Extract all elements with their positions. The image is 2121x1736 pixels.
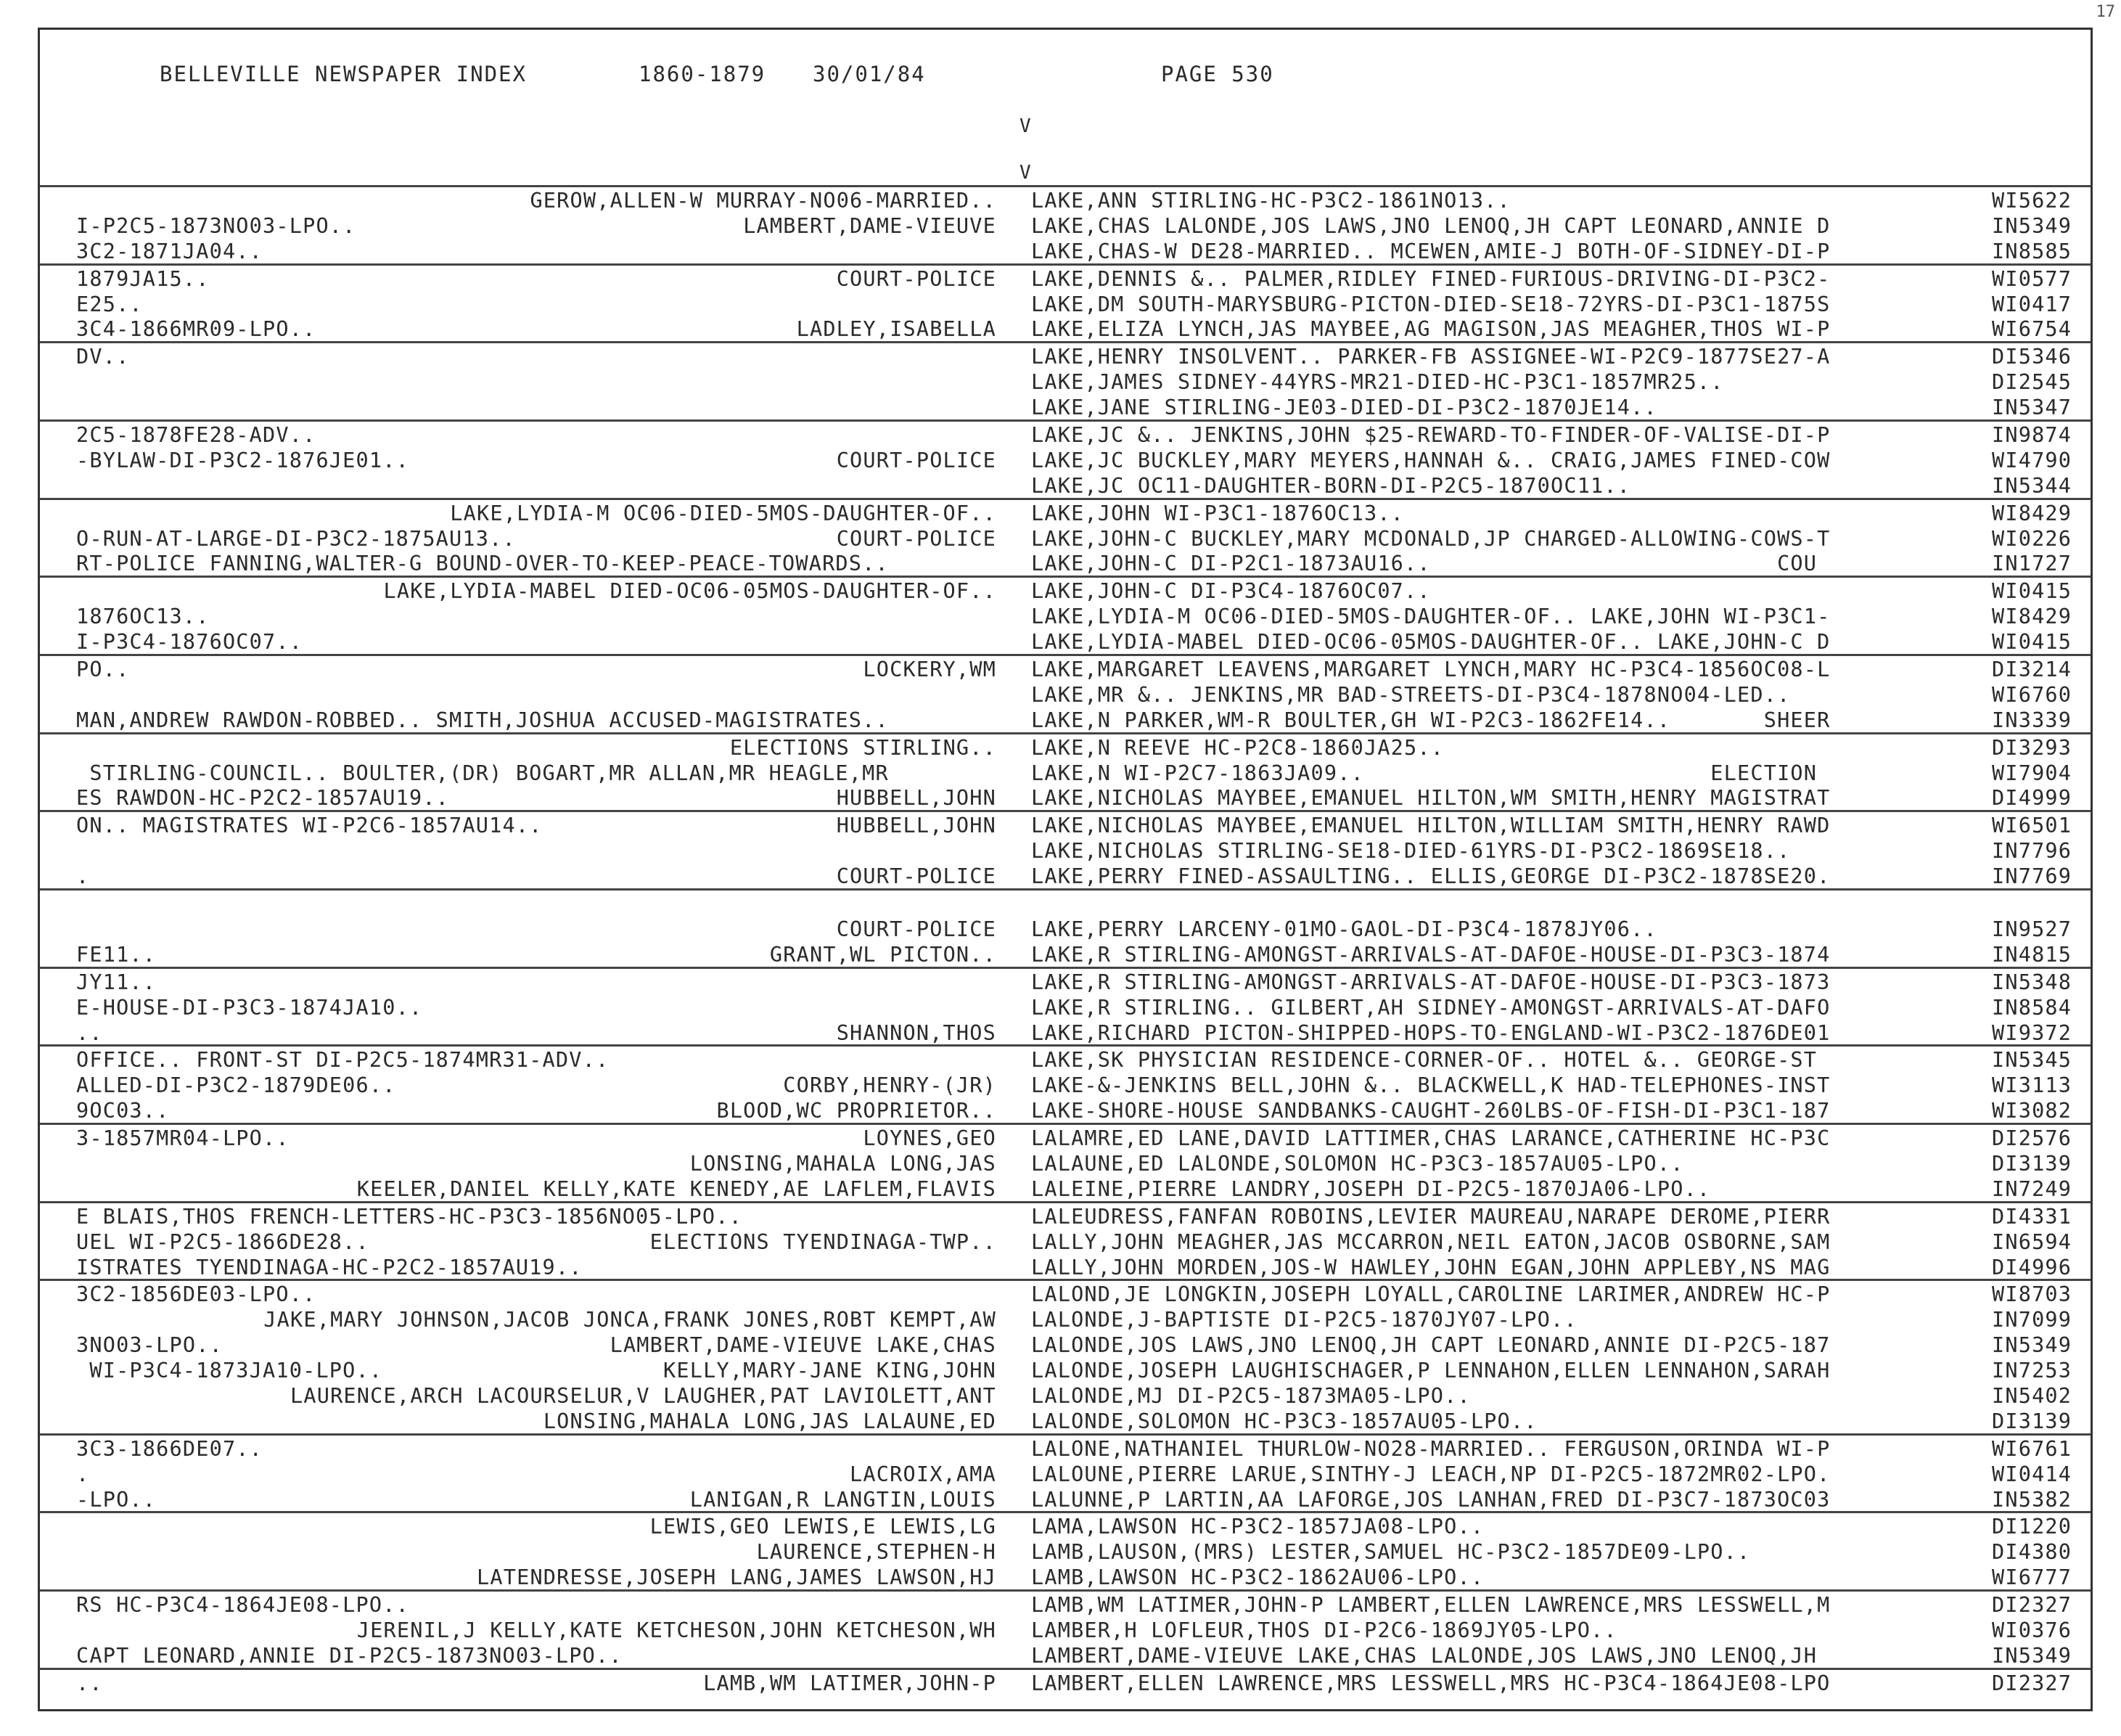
index-row (40, 707, 2091, 732)
row-cross-reference: LEWIS,GEO LEWIS,E LEWIS,LG (649, 1515, 996, 1539)
row-cross-reference: JERENIL,J KELLY,KATE KETCHESON,JOHN KETCHESON,WH (356, 1618, 996, 1642)
row-citation-code: WI6777 (1992, 1565, 2072, 1590)
row-cross-reference: LAMBERT,DAME-VIEUVE LAKE,CHAS (610, 1333, 996, 1358)
row-citation-code: DI4380 (1992, 1540, 2072, 1565)
index-row (40, 941, 2091, 967)
index-page (38, 28, 2093, 1711)
row-cross-reference: LACROIX,AMA (850, 1462, 996, 1486)
row-citation-code: IN5344 (1992, 473, 2072, 498)
column-marker-top: V (1020, 115, 1031, 137)
row-cross-reference: LAURENCE,STEPHEN-H (756, 1540, 996, 1565)
index-row (40, 394, 2091, 419)
index-row (40, 1229, 2091, 1254)
row-left-fragment: E-HOUSE-DI-P3C3-1874JA10.. (76, 995, 423, 1020)
row-left-fragment: -BYLAW-DI-P3C2-1876JE01.. (76, 448, 409, 472)
row-citation-code: DI4999 (1992, 786, 2072, 811)
index-row (40, 419, 2091, 447)
index-row (40, 1486, 2091, 1512)
row-main-entry: LAKE,N WI-P2C7-1863JA09.. ELECTION (1031, 761, 1818, 785)
row-left-fragment: . (76, 1462, 90, 1486)
row-left-fragment: RS HC-P3C4-1864JE08-LPO.. (76, 1593, 409, 1618)
index-row (40, 1254, 2091, 1280)
index-row (40, 472, 2091, 498)
row-left-fragment: .. (76, 1671, 103, 1695)
index-row (40, 1668, 2091, 1695)
row-main-entry: LALEUDRESS,FANFAN ROBOINS,LEVIER MAUREAU,NARAPE DEROME,PIERR (1031, 1204, 1831, 1229)
row-citation-code: WI3113 (1992, 1073, 2072, 1098)
row-main-entry: LALAUNE,ED LALONDE,SOLOMON HC-P3C3-1857AU05-LPO.. (1031, 1151, 1684, 1176)
row-cross-reference: ELECTIONS TYENDINAGA-TWP.. (649, 1229, 996, 1254)
row-cross-reference: COURT-POLICE (836, 448, 996, 472)
row-left-fragment: -LPO.. (76, 1487, 157, 1512)
row-main-entry: LAKE,DENNIS &.. PALMER,RIDLEY FINED-FURIOUS-DRIVING-DI-P3C2- (1031, 266, 1831, 291)
row-cross-reference: LONSING,MAHALA LONG,JAS LALAUNE,ED (543, 1409, 996, 1433)
row-main-entry: LALONDE,JOSEPH LAUGHISCHAGER,P LENNAHON,ELLEN LENNAHON,SARAH (1031, 1359, 1831, 1383)
row-left-fragment: 3C3-1866DE07.. (76, 1436, 263, 1461)
row-cross-reference: LATENDRESSE,JOSEPH LANG,JAMES LAWSON,HJ (477, 1565, 996, 1590)
row-main-entry: LALUNNE,P LARTIN,AA LAFORGE,JOS LANHAN,FRED DI-P3C7-1873OC03 (1031, 1487, 1831, 1512)
row-citation-code: IN7249 (1992, 1176, 2072, 1201)
index-row (40, 1072, 2091, 1097)
row-citation-code: WI8429 (1992, 605, 2072, 629)
row-citation-code: WI0415 (1992, 579, 2072, 604)
index-row (40, 185, 2091, 213)
row-citation-code: DI2576 (1992, 1126, 2072, 1151)
row-main-entry: LAKE,JOHN-C DI-P2C1-1873AU16.. COU (1031, 552, 1818, 576)
row-left-fragment: 3-1857MR04-LPO.. (76, 1126, 290, 1151)
row-left-fragment: 2C5-1878FE28-ADV.. (76, 423, 316, 448)
row-citation-code: WI7904 (1992, 761, 2072, 785)
row-main-entry: LAKE,N PARKER,WM-R BOULTER,GH WI-P2C3-1862FE14.. SHEER (1031, 708, 1831, 732)
row-left-fragment: E25.. (76, 292, 143, 316)
row-cross-reference: ELECTIONS STIRLING.. (729, 735, 996, 760)
row-left-fragment: STIRLING-COUNCIL.. BOULTER,(DR) BOGART,MR ALLAN,MR HEAGLE,MR (76, 761, 889, 785)
row-citation-code: IN3339 (1992, 708, 2072, 732)
row-citation-code: WI6761 (1992, 1436, 2072, 1461)
row-main-entry: LAKE,CHAS LALONDE,JOS LAWS,JNO LENOQ,JH CAPT LEONARD,ANNIE D (1031, 213, 1831, 238)
row-left-fragment: PO.. (76, 658, 130, 682)
row-main-entry: LAKE,MR &.. JENKINS,MR BAD-STREETS-DI-P3C4-1878NO04-LED.. (1031, 682, 1791, 707)
row-main-entry: LALLY,JOHN MORDEN,JOS-W HAWLEY,JOHN EGAN,JOHN APPLEBY,NS MAG (1031, 1255, 1831, 1280)
index-row (40, 341, 2091, 369)
column-marker-bottom: V (1020, 162, 1031, 184)
index-row (40, 1020, 2091, 1045)
row-left-fragment: 3C2-1871JA04.. (76, 239, 263, 263)
row-citation-code: WI0417 (1992, 292, 2072, 316)
row-citation-code: DI5346 (1992, 345, 2072, 369)
index-row (40, 603, 2091, 629)
page-number: PAGE 530 (1161, 62, 1274, 86)
row-citation-code: DI4996 (1992, 1255, 2072, 1280)
row-left-fragment: UEL WI-P2C5-1866DE28.. (76, 1229, 369, 1254)
index-row (40, 213, 2091, 238)
index-row (40, 863, 2091, 888)
row-main-entry: LAKE,LYDIA-MABEL DIED-OC06-05MOS-DAUGHTER-OF.. LAKE,JOHN-C D (1031, 630, 1831, 655)
row-cross-reference: LAKE,LYDIA-MABEL DIED-OC06-05MOS-DAUGHTER-OF.. (383, 579, 996, 604)
index-row (40, 838, 2091, 863)
row-main-entry: LAKE,JOHN-C DI-P3C4-1876OC07.. (1031, 579, 1431, 604)
row-cross-reference: SHANNON,THOS (836, 1020, 996, 1045)
row-main-entry: LAKE,N REEVE HC-P2C8-1860JA25.. (1031, 735, 1445, 760)
row-left-fragment: MAN,ANDREW RAWDON-ROBBED.. SMITH,JOSHUA ACCUSED-MAGISTRATES.. (76, 708, 889, 732)
row-citation-code: WI9372 (1992, 1020, 2072, 1045)
row-cross-reference: LAURENCE,ARCH LACOURSELUR,V LAUGHER,PAT LAVIOLETT,ANT (290, 1383, 996, 1408)
row-citation-code: IN5347 (1992, 396, 2072, 420)
row-citation-code: WI8429 (1992, 501, 2072, 525)
index-row (40, 629, 2091, 654)
row-left-fragment: RT-POLICE FANNING,WALTER-G BOUND-OVER-TO-KEEP-PEACE-TOWARDS.. (76, 552, 889, 576)
index-row (40, 681, 2091, 707)
row-main-entry: LAKE,R STIRLING.. GILBERT,AH SIDNEY-AMONGST-ARRIVALS-AT-DAFO (1031, 995, 1831, 1020)
row-citation-code: IN5382 (1992, 1487, 2072, 1512)
row-main-entry: LAKE,LYDIA-M OC06-DIED-5MOS-DAUGHTER-OF.. LAKE,JOHN WI-P3C1- (1031, 605, 1831, 629)
row-main-entry: LAKE,HENRY INSOLVENT.. PARKER-FB ASSIGNEE-WI-P2C9-1877SE27-A (1031, 345, 1831, 369)
row-main-entry: LALAMRE,ED LANE,DAVID LATTIMER,CHAS LARANCE,CATHERINE HC-P3C (1031, 1126, 1831, 1151)
index-row (40, 1461, 2091, 1486)
row-citation-code: IN7099 (1992, 1308, 2072, 1332)
row-citation-code: WI6501 (1992, 814, 2072, 838)
index-row (40, 1642, 2091, 1668)
index-row (40, 1201, 2091, 1229)
row-main-entry: LAKE,R STIRLING-AMONGST-ARRIVALS-AT-DAFOE-HOUSE-DI-P3C3-1874 (1031, 942, 1831, 967)
row-cross-reference: KEELER,DANIEL KELLY,KATE KENEDY,AE LAFLEM,FLAVIS (356, 1176, 996, 1201)
print-date: 30/01/84 (813, 62, 926, 86)
row-citation-code: WI3082 (1992, 1099, 2072, 1123)
row-main-entry: LAKE-&-JENKINS BELL,JOHN &.. BLACKWELL,K HAD-TELEPHONES-INST (1031, 1073, 1831, 1098)
row-left-fragment: OFFICE.. FRONT-ST DI-P2C5-1874MR31-ADV.. (76, 1048, 610, 1073)
row-cross-reference: JAKE,MARY JOHNSON,JACOB JONCA,FRANK JONES,ROBT KEMPT,AW (263, 1308, 996, 1332)
row-citation-code: IN5348 (1992, 970, 2072, 994)
row-citation-code: IN7253 (1992, 1359, 2072, 1383)
row-cross-reference: LAKE,LYDIA-M OC06-DIED-5MOS-DAUGHTER-OF.. (450, 501, 996, 525)
row-left-fragment: ON.. MAGISTRATES WI-P2C6-1857AU14.. (76, 814, 543, 838)
row-main-entry: LALONDE,MJ DI-P2C5-1873MA05-LPO.. (1031, 1383, 1471, 1408)
row-left-fragment: O-RUN-AT-LARGE-DI-P3C2-1875AU13.. (76, 526, 516, 551)
index-row (40, 967, 2091, 994)
row-citation-code: IN8585 (1992, 239, 2072, 263)
index-row (40, 291, 2091, 316)
row-main-entry: LAKE,JC BUCKLEY,MARY MEYERS,HANNAH &.. CRAIG,JAMES FINED-COW (1031, 448, 1831, 472)
row-left-fragment: FE11.. (76, 942, 157, 967)
index-row (40, 316, 2091, 341)
row-citation-code: IN5349 (1992, 213, 2072, 238)
year-range: 1860-1879 (639, 62, 766, 86)
row-cross-reference: LAMB,WM LATIMER,JOHN-P (703, 1671, 996, 1695)
row-cross-reference: KELLY,MARY-JANE KING,JOHN (663, 1359, 996, 1383)
row-cross-reference: BLOOD,WC PROPRIETOR.. (716, 1099, 996, 1123)
row-left-fragment: I-P3C4-1876OC07.. (76, 630, 303, 655)
row-main-entry: LAKE,SK PHYSICIAN RESIDENCE-CORNER-OF.. HOTEL &.. GEORGE-ST (1031, 1048, 1818, 1073)
row-citation-code: DI3139 (1992, 1151, 2072, 1176)
index-row (40, 785, 2091, 810)
row-citation-code: DI2327 (1992, 1671, 2072, 1695)
row-main-entry: LALLY,JOHN MEAGHER,JAS MCCARRON,NEIL EATON,JACOB OSBORNE,SAM (1031, 1229, 1831, 1254)
row-main-entry: LALONE,NATHANIEL THURLOW-NO28-MARRIED.. FERGUSON,ORINDA WI-P (1031, 1436, 1831, 1461)
row-main-entry: LAKE,MARGARET LEAVENS,MARGARET LYNCH,MARY HC-P3C4-1856OC08-L (1031, 658, 1831, 682)
index-row (40, 1123, 2091, 1150)
index-row (40, 1279, 2091, 1306)
row-citation-code: WI6754 (1992, 317, 2072, 342)
row-left-fragment: ALLED-DI-P3C2-1879DE06.. (76, 1073, 396, 1098)
index-row (40, 550, 2091, 576)
row-citation-code: IN5349 (1992, 1643, 2072, 1668)
row-left-fragment: DV.. (76, 345, 130, 369)
row-citation-code: WI0415 (1992, 630, 2072, 655)
row-main-entry: LALOUNE,PIERRE LARUE,SINTHY-J LEACH,NP DI-P2C5-1872MR02-LPO. (1031, 1462, 1831, 1486)
row-citation-code: IN5345 (1992, 1048, 2072, 1073)
row-citation-code: DI1220 (1992, 1515, 2072, 1539)
index-title: BELLEVILLE NEWSPAPER INDEX (160, 62, 527, 86)
row-main-entry: LAKE,R STIRLING-AMONGST-ARRIVALS-AT-DAFOE-HOUSE-DI-P3C3-1873 (1031, 970, 1831, 994)
row-left-fragment: 3NO03-LPO.. (76, 1333, 223, 1358)
row-citation-code: IN7796 (1992, 839, 2072, 864)
index-row (40, 1357, 2091, 1383)
row-left-fragment: 9OC03.. (76, 1099, 170, 1123)
row-main-entry: LAMB,WM LATIMER,JOHN-P LAMBERT,ELLEN LAWRENCE,MRS LESSWELL,M (1031, 1593, 1831, 1618)
row-cross-reference: LANIGAN,R LANGTIN,LOUIS (689, 1487, 996, 1512)
row-main-entry: LAMBER,H LOFLEUR,THOS DI-P2C6-1869JY05-LPO.. (1031, 1618, 1617, 1642)
index-row (40, 1539, 2091, 1564)
index-row (40, 1044, 2091, 1072)
row-left-fragment: 1876OC13.. (76, 605, 210, 629)
row-main-entry: LAKE,DM SOUTH-MARYSBURG-PICTON-DIED-SE18-72YRS-DI-P3C1-1875S (1031, 292, 1831, 316)
row-citation-code: WI4790 (1992, 448, 2072, 472)
row-main-entry: LALONDE,SOLOMON HC-P3C3-1857AU05-LPO.. (1031, 1409, 1538, 1433)
row-citation-code: DI3293 (1992, 735, 2072, 760)
row-cross-reference: COURT-POLICE (836, 917, 996, 941)
row-left-fragment: JY11.. (76, 970, 157, 994)
index-row (40, 1511, 2091, 1539)
row-left-fragment: .. (76, 1020, 103, 1045)
row-cross-reference: LOYNES,GEO (863, 1126, 996, 1151)
row-main-entry: LAKE,PERRY LARCENY-01MO-GAOL-DI-P3C4-1878JY06.. (1031, 917, 1657, 941)
row-citation-code: IN7769 (1992, 864, 2072, 889)
row-main-entry: LAKE,CHAS-W DE28-MARRIED.. MCEWEN,AMIE-J BOTH-OF-SIDNEY-DI-P (1031, 239, 1831, 263)
row-citation-code: WI6760 (1992, 682, 2072, 707)
row-citation-code: DI3139 (1992, 1409, 2072, 1433)
index-row (40, 760, 2091, 785)
row-cross-reference: LONSING,MAHALA LONG,JAS (689, 1151, 996, 1176)
row-citation-code: WI0376 (1992, 1618, 2072, 1642)
row-citation-code: WI5622 (1992, 189, 2072, 213)
row-cross-reference: GEROW,ALLEN-W MURRAY-NO06-MARRIED.. (530, 189, 996, 213)
row-citation-code: DI2327 (1992, 1593, 2072, 1618)
row-citation-code: DI3214 (1992, 658, 2072, 682)
row-main-entry: LAKE,PERRY FINED-ASSAULTING.. ELLIS,GEORGE DI-P3C2-1878SE20. (1031, 864, 1831, 889)
row-cross-reference: COURT-POLICE (836, 864, 996, 889)
index-row (40, 1433, 2091, 1461)
row-cross-reference: LADLEY,ISABELLA (796, 317, 996, 342)
row-main-entry: LAKE,JOHN WI-P3C1-1876OC13.. (1031, 501, 1405, 525)
index-row (40, 732, 2091, 760)
row-citation-code: DI4331 (1992, 1204, 2072, 1229)
row-main-entry: LALOND,JE LONGKIN,JOSEPH LOYALL,CAROLINE LARIMER,ANDREW HC-P (1031, 1282, 1831, 1307)
row-citation-code: IN9874 (1992, 423, 2072, 448)
row-citation-code: IN6594 (1992, 1229, 2072, 1254)
row-main-entry: LAKE,JANE STIRLING-JE03-DIED-DI-P3C2-1870JE14.. (1031, 396, 1657, 420)
row-left-fragment: 3C2-1856DE03-LPO.. (76, 1282, 316, 1307)
row-main-entry: LAKE,NICHOLAS MAYBEE,EMANUEL HILTON,WILLIAM SMITH,HENRY RAWD (1031, 814, 1831, 838)
row-main-entry: LAKE,ANN STIRLING-HC-P3C2-1861NO13.. (1031, 189, 1511, 213)
index-row (40, 1176, 2091, 1201)
row-cross-reference: GRANT,WL PICTON.. (769, 942, 996, 967)
index-row (40, 525, 2091, 551)
row-left-fragment: 1879JA15.. (76, 266, 210, 291)
index-row (40, 447, 2091, 472)
row-left-fragment: ES RAWDON-HC-P2C2-1857AU19.. (76, 786, 450, 811)
row-citation-code: WI0226 (1992, 526, 2072, 551)
index-row (40, 576, 2091, 603)
row-citation-code: WI0577 (1992, 266, 2072, 291)
index-row (40, 1150, 2091, 1176)
index-row (40, 916, 2091, 941)
index-row (40, 369, 2091, 394)
row-main-entry: LALONDE,J-BAPTISTE DI-P2C5-1870JY07-LPO.. (1031, 1308, 1578, 1332)
row-main-entry: LAKE,JC &.. JENKINS,JOHN $25-REWARD-TO-FINDER-OF-VALISE-DI-P (1031, 423, 1831, 448)
index-row (40, 263, 2091, 291)
row-main-entry: LAMBERT,DAME-VIEUVE LAKE,CHAS LALONDE,JOS LAWS,JNO LENOQ,JH (1031, 1643, 1818, 1668)
corner-mark: 17 (2096, 3, 2115, 21)
row-main-entry: LAKE-SHORE-HOUSE SANDBANKS-CAUGHT-260LBS-OF-FISH-DI-P3C1-187 (1031, 1099, 1831, 1123)
index-row (40, 810, 2091, 838)
row-citation-code: WI0414 (1992, 1462, 2072, 1486)
row-cross-reference: COURT-POLICE (836, 526, 996, 551)
row-left-fragment: WI-P3C4-1873JA10-LPO.. (76, 1359, 383, 1383)
index-row (40, 654, 2091, 681)
row-main-entry: LAKE,NICHOLAS STIRLING-SE18-DIED-61YRS-DI-P3C2-1869SE18.. (1031, 839, 1791, 864)
row-citation-code: WI8703 (1992, 1282, 2072, 1307)
row-left-fragment: CAPT LEONARD,ANNIE DI-P2C5-1873NO03-LPO.. (76, 1643, 623, 1668)
row-main-entry: LAMBERT,ELLEN LAWRENCE,MRS LESSWELL,MRS HC-P3C4-1864JE08-LPO (1031, 1671, 1831, 1695)
row-left-fragment: ISTRATES TYENDINAGA-HC-P2C2-1857AU19.. (76, 1255, 583, 1280)
row-citation-code: IN1727 (1992, 552, 2072, 576)
row-main-entry: LAMB,LAUSON,(MRS) LESTER,SAMUEL HC-P3C2-1857DE09-LPO.. (1031, 1540, 1751, 1565)
row-main-entry: LAMA,LAWSON HC-P3C2-1857JA08-LPO.. (1031, 1515, 1485, 1539)
row-citation-code: IN5349 (1992, 1333, 2072, 1358)
row-cross-reference: HUBBELL,JOHN (836, 814, 996, 838)
row-main-entry: LAKE,JAMES SIDNEY-44YRS-MR21-DIED-HC-P3C1-1857MR25.. (1031, 370, 1724, 395)
row-main-entry: LAMB,LAWSON HC-P3C2-1862AU06-LPO.. (1031, 1565, 1485, 1590)
row-citation-code: IN9527 (1992, 917, 2072, 941)
index-row (40, 888, 2091, 916)
index-row (40, 498, 2091, 525)
index-row (40, 1408, 2091, 1433)
index-row (40, 994, 2091, 1020)
row-left-fragment: . (76, 864, 90, 889)
index-row (40, 1617, 2091, 1642)
index-row (40, 1097, 2091, 1123)
index-row (40, 1589, 2091, 1617)
index-row (40, 1383, 2091, 1408)
row-main-entry: LALONDE,JOS LAWS,JNO LENOQ,JH CAPT LEONARD,ANNIE DI-P2C5-187 (1031, 1333, 1831, 1358)
row-main-entry: LAKE,RICHARD PICTON-SHIPPED-HOPS-TO-ENGLAND-WI-P3C2-1876DE01 (1031, 1020, 1831, 1045)
row-cross-reference: LAMBERT,DAME-VIEUVE (743, 213, 996, 238)
row-left-fragment: I-P2C5-1873NO03-LPO.. (76, 213, 356, 238)
row-cross-reference: LOCKERY,WM (863, 658, 996, 682)
row-left-fragment: 3C4-1866MR09-LPO.. (76, 317, 316, 342)
row-main-entry: LAKE,ELIZA LYNCH,JAS MAYBEE,AG MAGISON,JAS MEAGHER,THOS WI-P (1031, 317, 1831, 342)
row-main-entry: LALEINE,PIERRE LANDRY,JOSEPH DI-P2C5-1870JA06-LPO.. (1031, 1176, 1711, 1201)
index-row (40, 1564, 2091, 1589)
row-main-entry: LAKE,JC OC11-DAUGHTER-BORN-DI-P2C5-1870OC11.. (1031, 473, 1631, 498)
index-row (40, 1306, 2091, 1332)
index-entries (40, 185, 2091, 1695)
row-main-entry: LAKE,JOHN-C BUCKLEY,MARY MCDONALD,JP CHARGED-ALLOWING-COWS-T (1031, 526, 1831, 551)
row-cross-reference: HUBBELL,JOHN (836, 786, 996, 811)
row-cross-reference: CORBY,HENRY-(JR) (783, 1073, 996, 1098)
row-left-fragment: E BLAIS,THOS FRENCH-LETTERS-HC-P3C3-1856NO05-LPO.. (76, 1204, 742, 1229)
row-citation-code: DI2545 (1992, 370, 2072, 395)
index-row (40, 238, 2091, 263)
row-main-entry: LAKE,NICHOLAS MAYBEE,EMANUEL HILTON,WM SMITH,HENRY MAGISTRAT (1031, 786, 1831, 811)
row-citation-code: IN8584 (1992, 995, 2072, 1020)
row-citation-code: IN5402 (1992, 1383, 2072, 1408)
row-cross-reference: COURT-POLICE (836, 266, 996, 291)
index-row (40, 1332, 2091, 1357)
row-citation-code: IN4815 (1992, 942, 2072, 967)
